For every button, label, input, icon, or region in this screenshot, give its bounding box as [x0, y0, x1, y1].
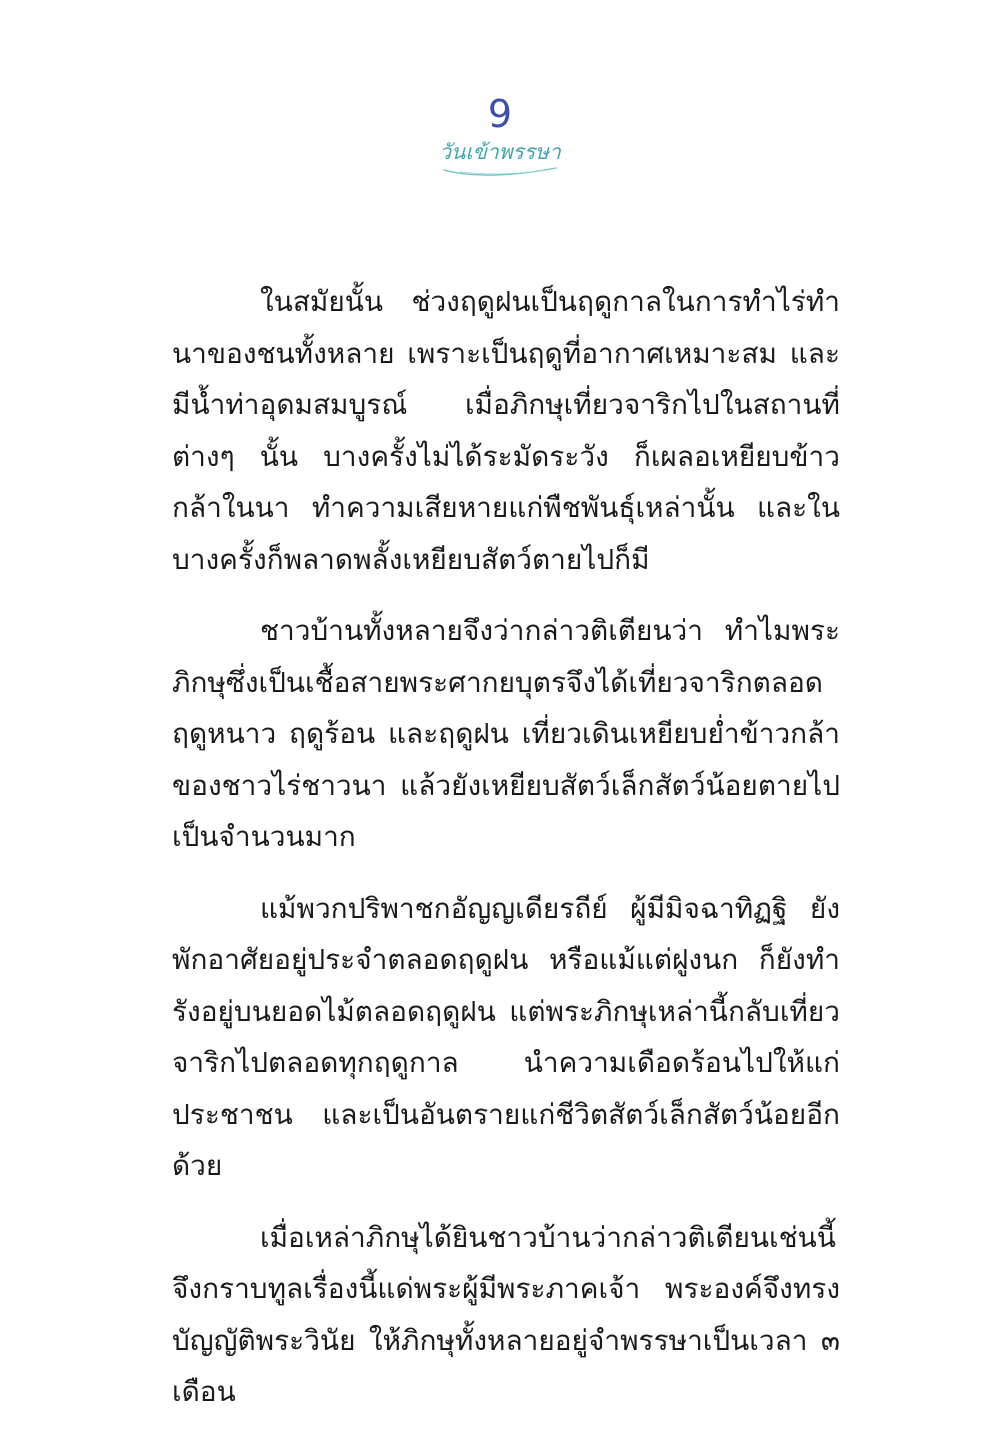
page-number: 9 [487, 92, 513, 136]
running-title: วันเข้าพรรษา [439, 140, 561, 164]
body-text [172, 276, 840, 1438]
paragraph-2: ชาวบ้านทั้งหลายจึงว่ากล่าวติเตียนว่า ทำไมพระภิกษุซึ่งเป็นเชื้อสายพระศากยบุตรจึงได้เที่ยวจาริกตลอด ฤดูหนาว ฤดูร้อน และฤดูฝน เที่ยวเดินเหยียบย่ำข้าวกล้าของชาวไร่ชาวนา แล้วยังเหยียบสัตว์เล็กสัตว์น้อยตายไปเป็นจำนวนมาก [172, 614, 840, 853]
page-header [0, 92, 1000, 178]
title-flourish-ornament [440, 164, 560, 178]
paragraph-3: แม้พวกปริพาชกอัญญเดียรถีย์ ผู้มีมิจฉาทิฏฐิ ยังพักอาศัยอยู่ประจำตลอดฤดูฝน หรือแม้แต่ฝูงนก ก็ยังทำรังอยู่บนยอดไม้ตลอดฤดูฝน แต่พระภิกษุเหล่านี้กลับเที่ยวจาริกไปตลอดทุกฤดูกาล นำความเดือดร้อนไปให้แก่ประชาชน และเป็นอันตรายแก่ชีวิตสัตว์เล็กสัตว์น้อยอีกด้วย [172, 891, 840, 1182]
paragraph-4: เมื่อเหล่าภิกษุได้ยินชาวบ้านว่ากล่าวติเตียนเช่นนี้ จึงกราบทูลเรื่องนี้แด่พระผู้มีพระภาคเจ้า พระองค์จึงทรงบัญญัติพระวินัย ให้ภิกษุทั้งหลายอยู่จำพรรษาเป็นเวลา ๓ เดือน [172, 1220, 840, 1408]
paragraph-1: ในสมัยนั้น ช่วงฤดูฝนเป็นฤดูกาลในการทำไร่ทำนาของชนทั้งหลาย เพราะเป็นฤดูที่อากาศเหมาะสม และมีน้ำท่าอุดมสมบูรณ์ เมื่อภิกษุเที่ยวจาริกไปในสถานที่ต่างๆ นั้น บางครั้งไม่ได้ระมัดระวัง ก็เผลอเหยียบข้าวกล้าในนา ทำความเสียหายแก่พืชพันธุ์เหล่านั้น และในบางครั้งก็พลาดพลั้งเหยียบสัตว์ตายไปก็มี [172, 285, 840, 576]
